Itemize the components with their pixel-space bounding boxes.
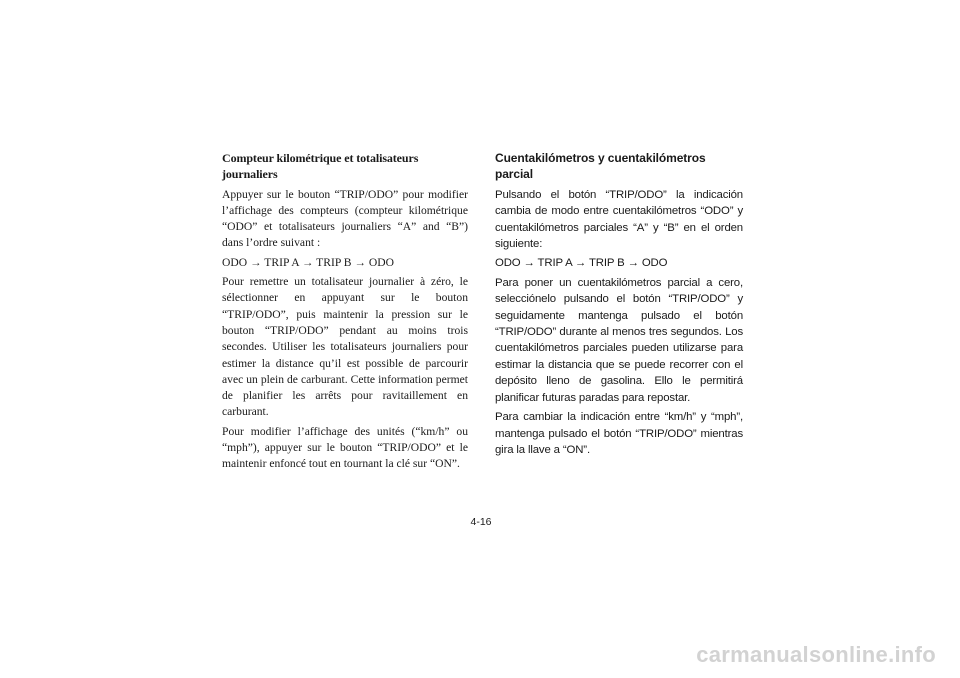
spanish-paragraph-3: Para cambiar la indicación entre “km/h” y “mph”, mantenga pulsado el botón “TRIP/ODO” mientras gira la llave a “ON”.: [495, 411, 743, 456]
spanish-paragraph-1: Pulsando el botón “TRIP/ODO” la indicación cambia de modo entre cuentakilómetros “ODO” y cuentakilómetros parciales “A” y “B” en el orden siguiente:: [495, 188, 743, 251]
watermark: carmanualsonline.info: [696, 642, 936, 667]
french-sequence: ODO → TRIP A → TRIP B → ODO: [222, 255, 394, 269]
page-number: 4-16: [470, 516, 492, 528]
french-column: [222, 150, 468, 476]
spanish-sequence: ODO → TRIP A → TRIP B → ODO: [495, 257, 668, 270]
spanish-paragraph-2: Para poner un cuentakilómetros parcial a cero, selecciónelo pulsando el botón “TRIP/ODO” y seguidamente mantenga pulsado el botón “TRIP/ODO” durante al menos tres segundos. Los cuentakilómetros parciales pueden utilizarse para estimar la distancia que se puede recorrer con el depósito lleno de gasolina. Ello le permitirá planificar futuras paradas para repostar.: [495, 276, 743, 404]
french-paragraph-1: Appuyer sur le bouton “TRIP/ODO” pour modifier l’affichage des compteurs (compteur kilométrique “ODO” et totalisateurs journaliers “A” and “B”) dans l’ordre suivant :: [222, 187, 468, 250]
french-heading: Compteur kilométrique et totalisateurs journaliers: [222, 151, 419, 182]
spanish-column: [495, 150, 743, 461]
spanish-heading: Cuentakilómetros y cuentakilómetros parcial: [495, 151, 706, 182]
french-paragraph-2: Pour remettre un totalisateur journalier à zéro, le sélectionner en appuyant sur le bouton “TRIP/ODO”, puis maintenir la pression sur le bouton “TRIP/ODO” pendant au moins trois secondes. Utiliser les totalisateurs journaliers pour estimer la distance qu’il est possible de parcourir avec un plein de carburant. Cette information permet de planifier les arrêts pour ravitaillement en carburant.: [222, 275, 468, 419]
french-paragraph-3: Pour modifier l’affichage des unités (“km/h” ou “mph”), appuyer sur le bouton “TRIP/ODO” et le maintenir enfoncé tout en tournant la clé sur “ON”.: [222, 424, 468, 471]
